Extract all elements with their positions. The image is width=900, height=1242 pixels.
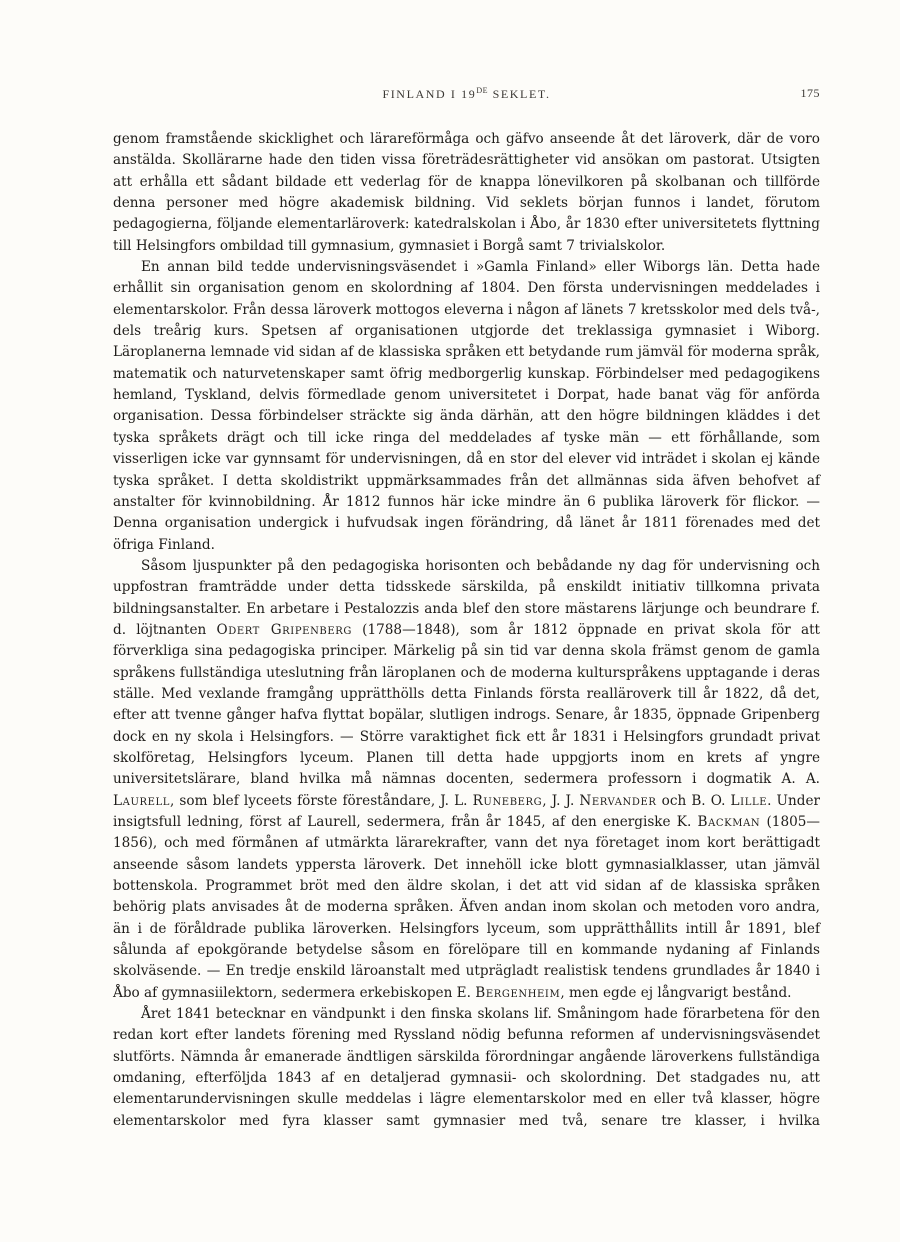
person-name: Bergenheim: [475, 984, 561, 1001]
paragraph-3-text: , J. J.: [542, 792, 580, 809]
person-name: Odert Gripenberg: [216, 621, 352, 638]
running-title-main: FINLAND I 19: [382, 87, 477, 101]
running-title-end: SEKLET.: [487, 87, 551, 101]
person-name: Backman: [697, 814, 761, 830]
running-title: [113, 86, 820, 102]
person-name: Nervander: [579, 792, 657, 809]
paragraph-3-text: (1788—1848), som år 1812 öppnade en privat skola för att förverkliga sina pedagogiska principer. Märkelig på sin tid var denna skola främst genom de gamla språkens fullständiga uteslutning från läroplanen och de moderna kulturspråkens upptagande i deras ställe. Med vexlande framgång upprätthölls detta Finlands första realläroverk till år 1822, då det, efter att tvenne gånger hafva flyttat bopälar, slutligen indrogs. Senare, år 1835, öppnade Gripenberg dock en ny skola i Helsingfors. — Större varaktighet fick ett år 1831 i Helsingfors grundadt privat skolföretag, Helsingfors lyceum. Planen till detta hade uppgjorts inom en krets af yngre universitetslärare, bland hvilka må nämnas docenten, sedermera professorn i dogmatik A. A.: [113, 621, 820, 788]
book-page: [113, 86, 820, 1132]
person-name: Runeberg: [472, 792, 543, 809]
paragraph-4: Året 1841 betecknar en vändpunkt i den finska skolans lif. Småningom hade förarbetena för den redan kort efter landets förening med Ryssland nödig befunna reformen af undervisningsväsendet slutförts. Nämnda år emanerade ändtligen särskilda förordningar angående läroverkens fullständiga omdaning, efterföljda 1843 af en detaljerad gymnasii- och skolordning. Det stadgades nu, att elementarundervisningen skulle meddelas i lägre elementarskolor med en eller två klasser, högre elementarskolor med fyra klasser samt gymnasier med två, senare tre klasser, i hvilka: [113, 1006, 820, 1129]
paragraph-1: genom framstående skicklighet och lärareförmåga och gäfvo anseende åt det läroverk, där de voro anstälda. Skollärarne hade den tiden vissa företrädesrättigheter vid ansökan om pastorat. Utsigten att erhålla ett sådant bildade ett vederlag för de knappa lönevilkoren på skolbanan och tillförde denna personer med högre akademisk bildning. Vid seklets början funnos i landet, förutom pedagogierna, följande elementarläroverk: katedralskolan i Åbo, år 1830 efter universitetets flyttning till Helsingfors ombildad till gymnasium, gymnasiet i Borgå samt 7 trivialskolor.: [113, 131, 820, 254]
paragraph-3-text: , som blef lyceets förste föreståndare, J. L.: [170, 792, 473, 809]
paragraph-3-text: , men egde ej långvarigt bestånd.: [560, 984, 792, 1001]
paragraph-3-text: och B. O.: [656, 792, 731, 809]
paragraph-2: En annan bild tedde undervisningsväsendet i »Gamla Finland» eller Wiborgs län. Detta hade erhållit sin organisation genom en skolordning af 1804. Den första undervisningen meddelades i elementarskolor. Från dessa läroverk mottogos eleverna i någon af länets 7 kretsskolor med dels två-, dels treårig kurs. Spetsen af organisationen utgjorde det treklassiga gymnasiet i Wiborg. Läroplanerna lemnade vid sidan af de klassiska språken ett betydande rum jämväl för moderna språk, matematik och naturvetenskaper samt öfrig medborgerlig kunskap. Förbindelser med pedagogikens hemland, Tyskland, delvis förmedlade genom universitetet i Dorpat, hade banat väg för anförda organisation. Dessa förbindelser sträckte sig ända därhän, att den högre bildningen kläddes i det tyska språkets drägt och till icke ringa del meddelades af tyske män — ett förhållande, som visserligen icke var gynnsamt för undervisningen, då en stor del elever vid inträdet i skolan ej kände tyska språket. I detta skoldistrikt uppmärksammades från det allmännas sida äfven behofvet af anstalter för kvinnobildning. År 1812 funnos här icke mindre än 6 publika läroverk för flickor. — Denna organisation undergick i hufvudsak ingen förändring, då länet år 1811 förenades med det öfriga Finland.: [113, 259, 820, 553]
body-text: [113, 129, 820, 1132]
running-title-superscript: DE: [476, 86, 488, 95]
person-name: Laurell: [113, 792, 170, 809]
paragraph-3-text: . Under insigtsfull ledning, först af Laurell, sedermera, från år 1845, af den energiske K.: [113, 792, 820, 830]
page-number: 175: [800, 86, 820, 100]
paragraph-3: [113, 556, 820, 1004]
running-head: [113, 86, 820, 106]
person-name: Lille: [730, 792, 768, 809]
paragraph-3-text: Såsom ljuspunkter på den pedagogiska horisonten och bebådande ny dag för undervisning och uppfostran framträdde under detta tidsskede särskilda, på enskildt initiativ tillkomna privata bildningsanstalter. En arbetare i Pestalozzis anda blef den store mästarens lärjunge och beundrare f. d. löjtnanten: [113, 557, 820, 638]
paragraph-3-text: (1805—1856), och med förmånen af utmärkta lärarekrafter, vann det nya företaget inom kort berättigadt anseende såsom landets yppersta läroverk. Det innehöll icke blott gymnasialklasser, utan jämväl bottenskola. Programmet bröt med den äldre skolan, i det att vid sidan af de klassiska språken behörig plats anvisades åt de moderna språken. Äfven andan inom skolan och metoden voro andra, än i de föråldrade publika läroverken. Helsingfors lyceum, som upprätthållits intill år 1891, blef sålunda af epokgörande betydelse såsom en förelöpare till en kommande nydaning af Finlands skolväsende. — En tredje enskild läroanstalt med utprägladt realistisk tendens grundlades år 1840 i Åbo af gymnasiilektorn, sedermera erkebiskopen E.: [113, 814, 820, 1001]
